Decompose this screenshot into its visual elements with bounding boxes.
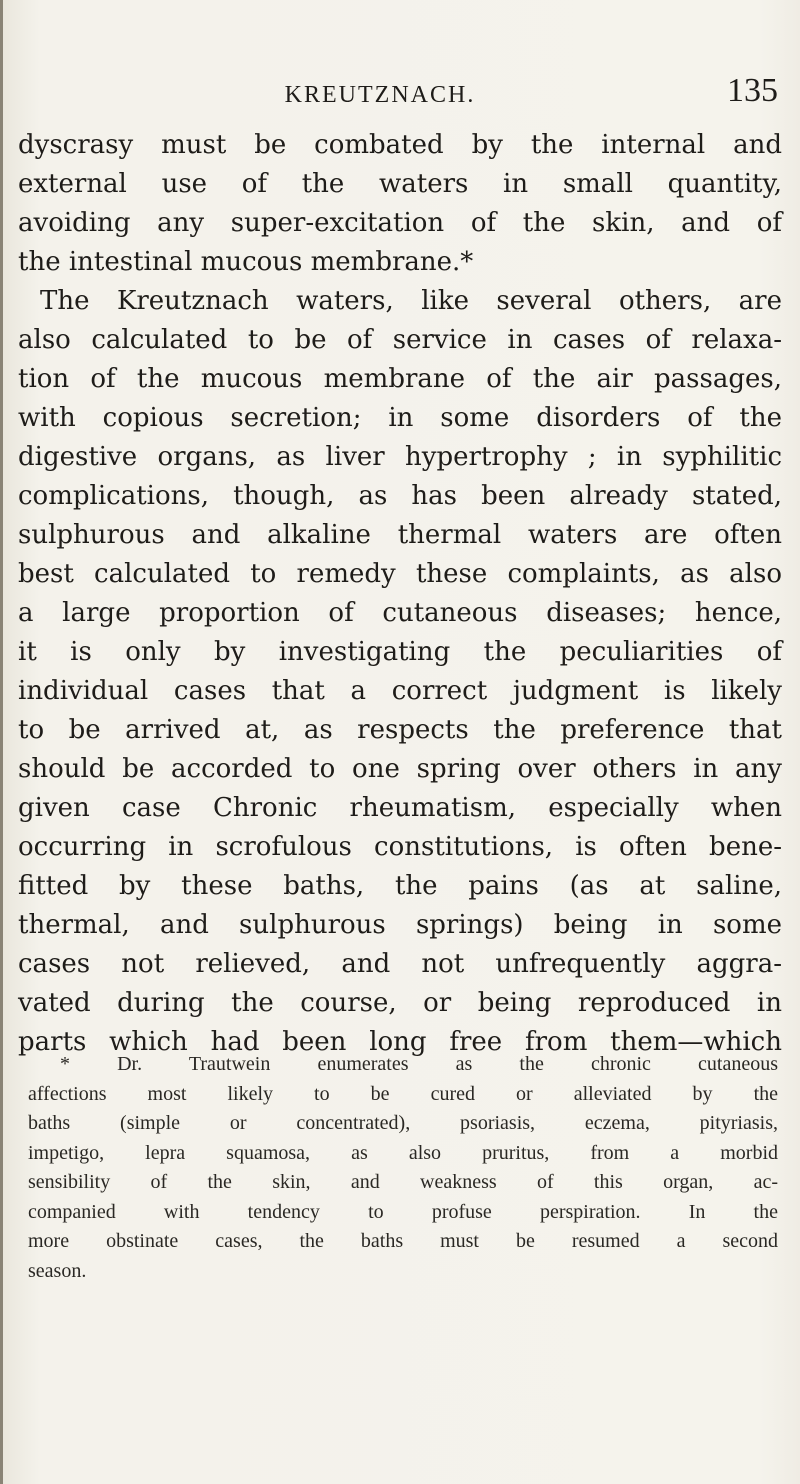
page-number: 135 (727, 72, 778, 109)
body-text (18, 126, 782, 1062)
body-line: tion of the mucous membrane of the air passages, (18, 364, 782, 394)
body-line: complications, though, as has been already stated, (18, 481, 782, 511)
body-line: cases not relieved, and not unfrequently aggra- (18, 949, 782, 979)
body-line: vated during the course, or being reproduced in (18, 988, 782, 1018)
body-line: also calculated to be of service in cases of relaxa- (18, 325, 782, 355)
body-line: a large proportion of cutaneous diseases; hence, (18, 598, 782, 628)
body-line: individual cases that a correct judgment is likely (18, 676, 782, 706)
body-line: dyscrasy must be combated by the internal and (18, 130, 782, 160)
binding-edge (0, 0, 3, 1484)
body-line: avoiding any super-excitation of the skin, and of (18, 208, 782, 238)
page-header (0, 72, 800, 118)
body-line: given case Chronic rheumatism, especially when (18, 793, 782, 823)
body-line: The Kreutznach waters, like several others, are (40, 286, 782, 316)
body-line: parts which had been long free from them—which (18, 1027, 782, 1057)
running-head: KREUTZNACH. (284, 82, 476, 108)
body-line: sulphurous and alkaline thermal waters are often (18, 520, 782, 550)
body-line: fitted by these baths, the pains (as at saline, (18, 871, 782, 901)
body-line: best calculated to remedy these complaints, as also (18, 559, 782, 589)
footnote-line: * Dr. Trautwein enumerates as the chronic cutaneous (60, 1053, 778, 1075)
body-line: thermal, and sulphurous springs) being in some (18, 910, 782, 940)
footnote-line: more obstinate cases, the baths must be resumed a second (28, 1230, 778, 1252)
footnote-line: sensibility of the skin, and weakness of this organ, ac- (28, 1171, 778, 1193)
body-line: the intestinal mucous membrane.* (18, 247, 474, 277)
footnote-line: impetigo, lepra squamosa, as also pruritus, from a morbid (28, 1141, 778, 1164)
body-line: it is only by investigating the peculiarities of (18, 637, 782, 667)
footnote-line: baths (simple or concentrated), psoriasis, eczema, pityriasis, (28, 1112, 778, 1134)
body-line: external use of the waters in small quantity, (18, 169, 782, 199)
footnote-line: affections most likely to be cured or alleviated by the (28, 1082, 778, 1105)
body-line: to be arrived at, as respects the preference that (18, 715, 782, 745)
body-line: digestive organs, as liver hypertrophy ; in syphilitic (18, 442, 782, 472)
body-line: with copious secretion; in some disorders of the (18, 403, 782, 433)
body-line: should be accorded to one spring over others in any (18, 754, 782, 784)
footnote (28, 1050, 778, 1286)
footnote-line: season. (28, 1259, 87, 1282)
body-line: occurring in scrofulous constitutions, is often bene- (18, 832, 782, 862)
footnote-line: companied with tendency to profuse perspiration. In the (28, 1200, 778, 1223)
